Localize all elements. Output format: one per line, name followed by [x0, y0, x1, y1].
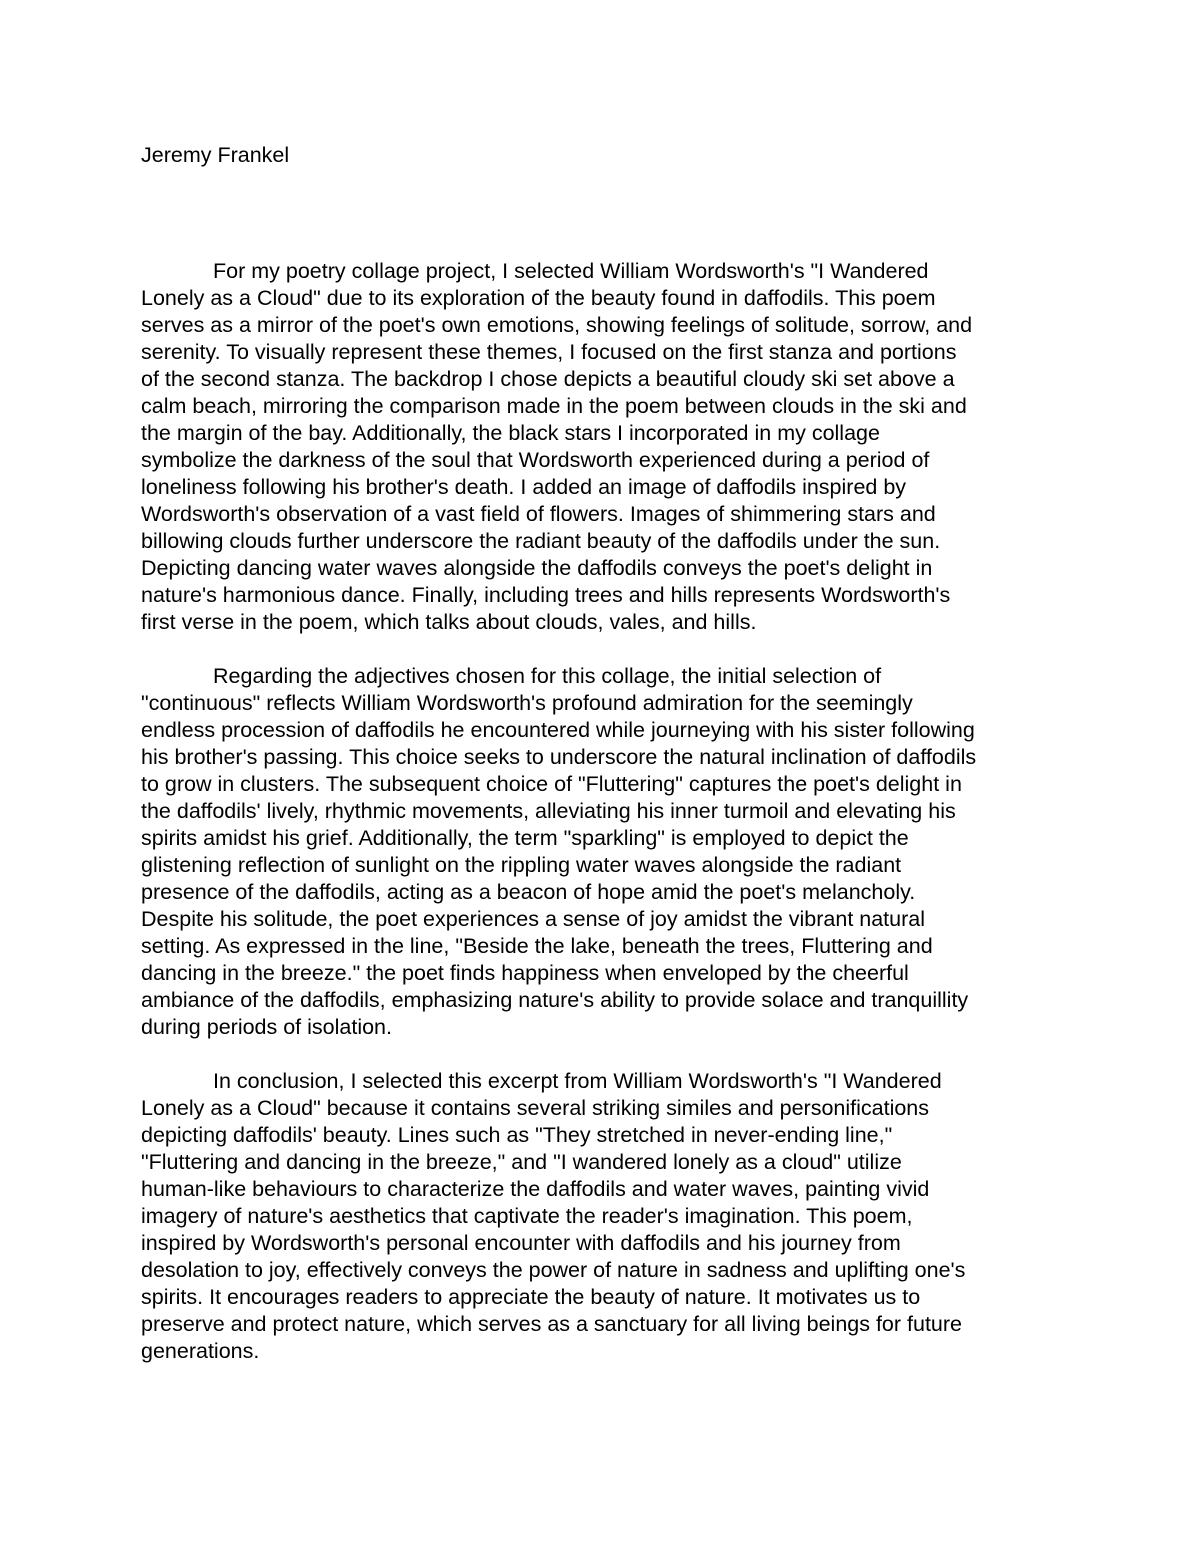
paragraph-line: first verse in the poem, which talks about clouds, vales, and hills. — [141, 610, 757, 634]
paragraph-line: inspired by Wordsworth's personal encounter with daffodils and his journey from — [141, 1231, 901, 1255]
paragraph-line: "continuous" reflects William Wordsworth's profound admiration for the seemingly — [141, 691, 913, 715]
paragraph-line: serenity. To visually represent these themes, I focused on the first stanza and portions — [141, 340, 957, 364]
paragraph-line: Depicting dancing water waves alongside the daffodils conveys the poet's delight in — [141, 556, 933, 580]
paragraph-line: desolation to joy, effectively conveys the power of nature in sadness and uplifting one's — [141, 1258, 966, 1282]
author-name: Jeremy Frankel — [141, 143, 290, 167]
paragraph-line: symbolize the darkness of the soul that Wordsworth experienced during a period of — [141, 448, 930, 472]
paragraph-line: In conclusion, I selected this excerpt from William Wordsworth's "I Wandered — [213, 1069, 942, 1093]
essay-body — [141, 258, 1069, 1392]
paragraph-line: Wordsworth's observation of a vast field of flowers. Images of shimmering stars and — [141, 502, 936, 526]
paragraph-line: the margin of the bay. Additionally, the black stars I incorporated in my collage — [141, 421, 880, 445]
paragraph-line: setting. As expressed in the line, "Beside the lake, beneath the trees, Fluttering and — [141, 934, 933, 958]
paragraph-line: to grow in clusters. The subsequent choice of "Fluttering" captures the poet's delight in — [141, 772, 962, 796]
paragraph-2 — [141, 663, 1069, 1041]
paragraph-line: Lonely as a Cloud" because it contains several striking similes and personifications — [141, 1096, 930, 1120]
paragraph-line: human-like behaviours to characterize the daffodils and water waves, painting vivid — [141, 1177, 930, 1201]
paragraph-line: dancing in the breeze." the poet finds happiness when enveloped by the cheerful — [141, 961, 909, 985]
paragraph-1 — [141, 258, 1069, 636]
paragraph-line: endless procession of daffodils he encountered while journeying with his sister following — [141, 718, 975, 742]
paragraph-line: during periods of isolation. — [141, 1015, 392, 1039]
paragraph-line: of the second stanza. The backdrop I chose depicts a beautiful cloudy ski set above a — [141, 367, 955, 391]
paragraph-3 — [141, 1068, 1069, 1365]
paragraph-line: billowing clouds further underscore the radiant beauty of the daffodils under the sun. — [141, 529, 941, 553]
paragraph-line: preserve and protect nature, which serves as a sanctuary for all living beings for future — [141, 1312, 962, 1336]
paragraph-line: loneliness following his brother's death. I added an image of daffodils inspired by — [141, 475, 907, 499]
paragraph-line: the daffodils' lively, rhythmic movements, alleviating his inner turmoil and elevating his — [141, 799, 956, 823]
paragraph-line: Despite his solitude, the poet experiences a sense of joy amidst the vibrant natural — [141, 907, 926, 931]
paragraph-line: imagery of nature's aesthetics that captivate the reader's imagination. This poem, — [141, 1204, 913, 1228]
paragraph-line: nature's harmonious dance. Finally, including trees and hills represents Wordsworth's — [141, 583, 951, 607]
paragraph-line: Lonely as a Cloud" due to its exploration of the beauty found in daffodils. This poem — [141, 286, 936, 310]
paragraph-line: generations. — [141, 1339, 260, 1363]
paragraph-line: spirits. It encourages readers to appreciate the beauty of nature. It motivates us to — [141, 1285, 921, 1309]
paragraph-line: depicting daffodils' beauty. Lines such as "They stretched in never-ending line," — [141, 1123, 893, 1147]
paragraph-line: ambiance of the daffodils, emphasizing nature's ability to provide solace and tranquillity — [141, 988, 969, 1012]
paragraph-line: "Fluttering and dancing in the breeze," and "I wandered lonely as a cloud" utilize — [141, 1150, 902, 1174]
paragraph-line: glistening reflection of sunlight on the rippling water waves alongside the radiant — [141, 853, 902, 877]
paragraph-line: presence of the daffodils, acting as a beacon of hope amid the poet's melancholy. — [141, 880, 916, 904]
paragraph-line: For my poetry collage project, I selected William Wordsworth's "I Wandered — [213, 259, 929, 283]
paragraph-line: Regarding the adjectives chosen for this collage, the initial selection of — [213, 664, 882, 688]
paragraph-line: his brother's passing. This choice seeks to underscore the natural inclination of daffodils — [141, 745, 977, 769]
paragraph-line: serves as a mirror of the poet's own emotions, showing feelings of solitude, sorrow, and — [141, 313, 973, 337]
paragraph-line: calm beach, mirroring the comparison made in the poem between clouds in the ski and — [141, 394, 967, 418]
paragraph-line: spirits amidst his grief. Additionally, the term "sparkling" is employed to depict the — [141, 826, 909, 850]
